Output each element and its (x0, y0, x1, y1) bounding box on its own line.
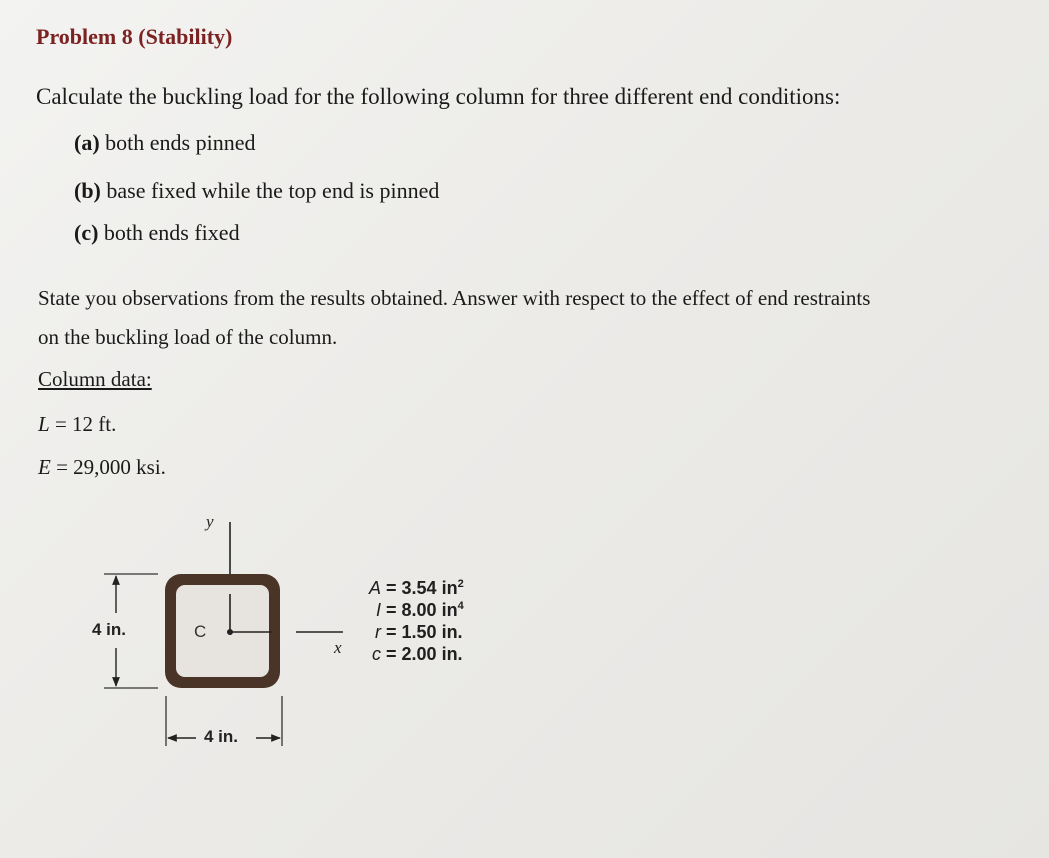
property-exponent: 2 (457, 578, 464, 590)
section-properties (355, 577, 464, 665)
condition-text: base fixed while the top end is pinned (106, 178, 440, 203)
condition-text: both ends pinned (105, 130, 256, 155)
modulus-symbol: E (38, 455, 51, 479)
property-exponent: 4 (457, 600, 464, 612)
property-symbol: r (375, 622, 381, 642)
observations-line-2: on the buckling load of the column. (38, 325, 338, 349)
condition-tag: (c) (74, 220, 99, 245)
property-symbol: I (375, 600, 381, 620)
modulus-text: = 29,000 ksi. (56, 455, 166, 479)
condition-text: both ends fixed (103, 220, 240, 245)
length-symbol: L (38, 412, 50, 436)
y-axis-label: y (206, 512, 214, 531)
x-axis-label: x (334, 638, 342, 657)
property-value: = 8.00 in (386, 600, 458, 620)
condition-tag: (a) (74, 130, 100, 155)
problem-title: Problem 8 (Stability) (36, 24, 233, 49)
property-area (355, 577, 464, 599)
length-text: = 12 ft. (54, 412, 117, 436)
property-value: = 3.54 in (386, 578, 458, 598)
property-inertia (355, 599, 464, 621)
tube-inner-hollow (176, 585, 269, 677)
property-symbol: c (372, 644, 381, 664)
centroid-label: C (194, 622, 207, 641)
centroid-dot (227, 629, 233, 635)
width-dimension-label: 4 in. (204, 727, 239, 746)
condition-tag: (b) (74, 178, 101, 203)
property-symbol: A (368, 578, 381, 598)
observations-line-1: State you observations from the results obtained. Answer with respect to the effect of end restraints (38, 286, 871, 310)
property-value: = 2.00 in. (386, 644, 463, 664)
problem-intro: Calculate the buckling load for the following column for three different end conditions: (36, 84, 841, 109)
column-data-heading: Column data: (38, 367, 152, 391)
property-value: = 1.50 in. (386, 622, 463, 642)
height-dimension-label: 4 in. (92, 620, 127, 639)
property-extreme-fiber (355, 643, 464, 665)
property-radius-gyration (355, 621, 464, 643)
